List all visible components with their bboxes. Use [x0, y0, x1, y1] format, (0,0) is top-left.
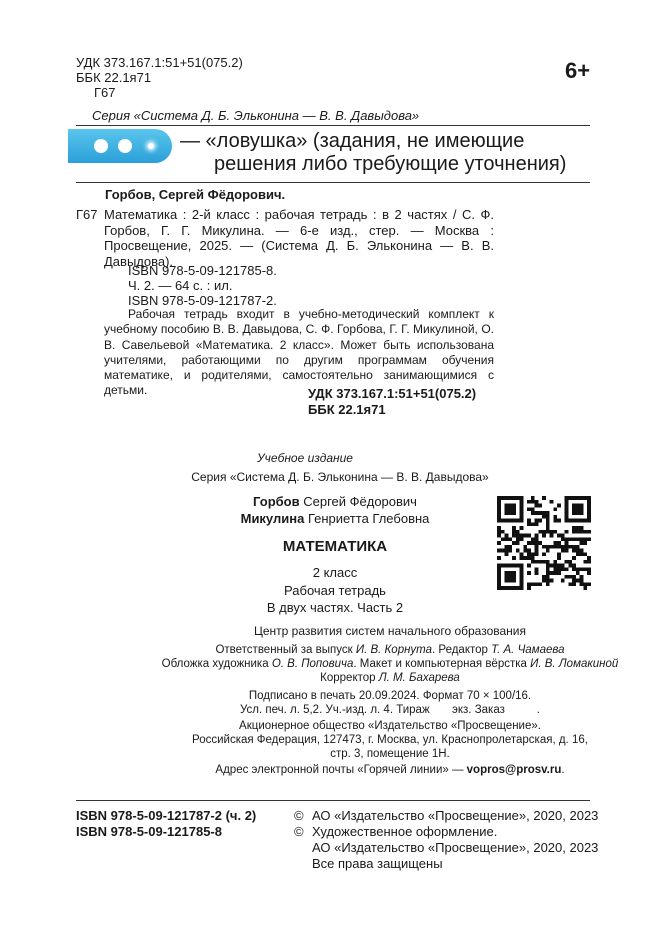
imprint-series: Серия «Система Д. Б. Эльконина — В. В. Давыдова» [191, 470, 489, 484]
cover-line: Обложка художника О. В. Поповича. Макет и компьютерная вёрстка И. В. Ломакиной [161, 658, 619, 670]
catalog-code: Г67 [76, 207, 98, 222]
trap-legend-line2: решения либо требующие уточнения) [214, 153, 567, 175]
author-mark: Г67 [94, 85, 116, 100]
book-parts: В двух частях. Часть 2 [266, 600, 404, 615]
bbk-code: ББК 22.1я71 [76, 70, 152, 85]
rights-reserved: Все права защищены [312, 856, 443, 871]
responsible-name: И. В. Корнута [355, 644, 433, 656]
catalog-isbn2: ISBN 978-5-09-121787-2. [128, 293, 277, 308]
author1-lastname: Горбов [253, 494, 300, 509]
qr-code-icon[interactable] [497, 496, 591, 590]
trap-icon [68, 129, 172, 163]
author2-lastname: Микулина [240, 511, 305, 526]
hotline-email-line: Адрес электронной почты «Горячей линии» — vopros@prosv.ru. [215, 764, 565, 776]
author1-name: Сергей Фёдорович [299, 494, 417, 509]
publisher-address: Российская Федерация, 127473, г. Москва, ул. Краснопролетарская, д. 16, [192, 734, 588, 746]
catalog-author: Горбов, Сергей Фёдорович. [105, 187, 286, 202]
copyright-2: © Художественное оформление. [294, 824, 498, 839]
cover-artist: О. В. Поповича [271, 658, 354, 670]
catalog-description: Рабочая тетрадь входит в учебно-методический комплект к учебному пособию В. В. Давыдова, С. Ф. Горбова, Г. Г. Микулиной, О. В. Савельевой «Математика. 2 класс». Может быть использована учителями, работающими по другим программам обучения математике, и родителями, самостоятельно занимающимися с детьми. [104, 307, 494, 398]
publisher-address-2: стр. 3, помещение 1Н. [330, 748, 450, 760]
responsible-line: Ответственный за выпуск И. В. Корнута. Редактор Т. А. Чамаева [215, 644, 565, 656]
divider [76, 182, 590, 183]
catalog-bibliographic: Математика : 2-й класс : рабочая тетрадь : в 2 частях / С. Ф. Горбов, Г. Г. Микулина. — 6-е изд., стер. — Москва : Просвещение, 2025. — (Система Д. Б. Эльконина — В. В. Давыдова). [104, 207, 494, 269]
hotline-email[interactable]: vopros@prosv.ru [466, 764, 562, 776]
isbn-common: ISBN 978-5-09-121785-8 [76, 824, 222, 839]
divider [76, 800, 590, 801]
trap-legend-line1: — «ловушка» (задания, не имеющие [180, 130, 525, 152]
book-type: Рабочая тетрадь [284, 583, 386, 598]
divider [76, 125, 590, 126]
age-rating: 6+ [565, 58, 591, 83]
grade: 2 класс [312, 565, 358, 580]
book-title: МАТЕМАТИКА [282, 538, 388, 555]
edition-type: Учебное издание [257, 451, 353, 465]
layout-artist: И. В. Ломакиной [530, 658, 619, 670]
copyright-1: © АО «Издательство «Просвещение», 2020, 2023 [294, 808, 599, 823]
signed-to-print: Подписано в печать 20.09.2024. Формат 70 × 100/16. [248, 690, 532, 702]
corrector-line: Корректор Л. М. Бахарева [320, 672, 460, 684]
corrector-name: Л. М. Бахарева [378, 672, 460, 684]
edition-center: Центр развития систем начального образования [253, 624, 526, 638]
publisher-name: Акционерное общество «Издательство «Просвещение». [239, 720, 541, 732]
isbn-part: ISBN 978-5-09-121787-2 (ч. 2) [76, 808, 257, 823]
udk-code: УДК 373.167.1:51+51(075.2) [76, 55, 243, 70]
trap-legend [180, 130, 592, 176]
series-title: Серия «Система Д. Б. Эльконина — В. В. Давыдова» [92, 108, 420, 123]
catalog-udk: УДК 373.167.1:51+51(075.2) [308, 386, 477, 401]
editor-name: Т. А. Чамаева [491, 644, 565, 656]
print-sheets: Усл. печ. л. 5,2. Уч.-изд. л. 4. Тираж экз. Заказ . [239, 704, 541, 716]
copyright-3: АО «Издательство «Просвещение», 2020, 2023 [312, 840, 599, 855]
catalog-part: Ч. 2. — 64 с. : ил. [128, 278, 233, 293]
catalog-isbn1: ISBN 978-5-09-121785-8. [128, 263, 277, 278]
author2-name: Генриетта Глебовна [304, 511, 430, 526]
catalog-bbk: ББК 22.1я71 [308, 402, 386, 417]
